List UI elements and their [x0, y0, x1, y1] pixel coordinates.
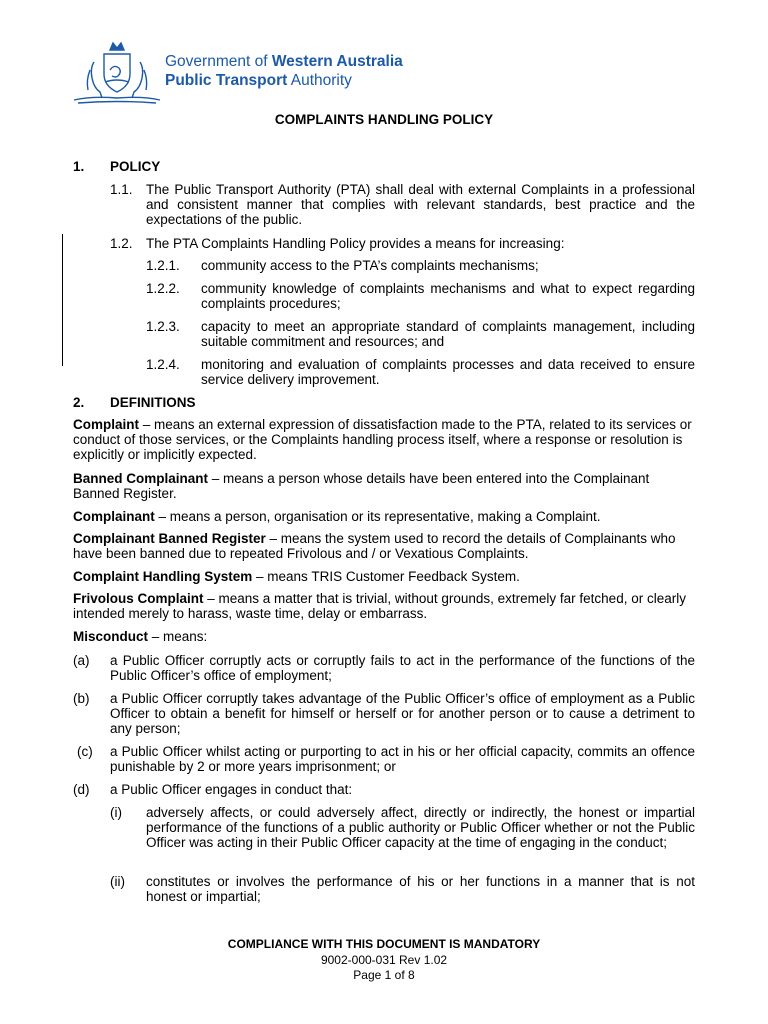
definition-term: Complaint Handling System — [73, 569, 253, 584]
revision-bar — [62, 234, 63, 366]
definition-term: Frivolous Complaint — [73, 591, 204, 606]
misconduct-text: a Public Officer corruptly takes advantage of the Public Officer’s office of employment as a Public Officer to obtain a benefit for himself or herself or for another person or to cause a detriment to any person; — [110, 691, 695, 736]
document-title: COMPLAINTS HANDLING POLICY — [274, 112, 494, 127]
footer-mandatory-notice: COMPLIANCE WITH THIS DOCUMENT IS MANDATORY — [227, 937, 541, 951]
list-item-text: monitoring and evaluation of complaints processes and data received to ensure service delivery improvement. — [201, 357, 695, 387]
clause-1-2-text: The PTA Complaints Handling Policy provides a means for increasing: — [146, 236, 565, 251]
sub-item-label: (i) — [110, 805, 122, 820]
section-1-title: POLICY — [110, 159, 161, 174]
footer-document-number: 9002-000-031 Rev 1.02 — [320, 953, 448, 967]
clause-1-2-number: 1.2. — [110, 236, 133, 251]
definition — [73, 531, 695, 561]
definition-text: – means the system used to record the details of Complainants who have been banned due to repeated Frivolous and / or Vexatious Complaints. — [73, 531, 676, 561]
definition-term: Banned Complainant — [73, 471, 209, 486]
section-2-number: 2. — [73, 395, 85, 410]
definition — [73, 591, 695, 621]
misconduct-label: (d) — [73, 782, 90, 797]
list-item-text: community access to the PTA’s complaints mechanisms; — [201, 258, 539, 273]
org-name-line1 — [165, 53, 403, 71]
sub-item-text: constitutes or involves the performance of his or her functions in a manner that is not honest or impartial; — [146, 874, 695, 904]
definition — [73, 471, 695, 501]
list-item-text: community knowledge of complaints mechanisms and what to expect regarding complaints procedures; — [201, 281, 695, 311]
list-item-number: 1.2.2. — [146, 281, 180, 296]
sub-item-text: adversely affects, or could adversely affect, directly or indirectly, the honest or impartial performance of the functions of a public authority or Public Officer whether or not the Public Officer was acting in their Public Officer capacity at the time of engaging in the conduct; — [146, 805, 695, 850]
list-item-number: 1.2.1. — [146, 258, 180, 273]
clause-1-1-number: 1.1. — [110, 182, 133, 197]
definition-text: – means an external expression of dissatisfaction made to the PTA, related to its services or conduct of those services, or the Complaints handling process itself, where a response or resolution is explicitly or implicitly expected. — [73, 417, 692, 462]
wa-government-crest-logo — [72, 40, 162, 106]
definition — [73, 629, 695, 644]
list-item-number: 1.2.4. — [146, 357, 180, 372]
section-2-title: DEFINITIONS — [110, 395, 196, 410]
org-name-line2 — [165, 72, 352, 90]
definition-text: – means: — [148, 629, 208, 644]
definition-term: Complaint — [73, 417, 139, 432]
definition-term: Misconduct — [73, 629, 149, 644]
footer-page-number: Page 1 of 8 — [353, 968, 415, 982]
misconduct-text: a Public Officer engages in conduct that: — [110, 782, 353, 797]
definition-text: – means a matter that is trivial, without grounds, extremely far fetched, or clearly intended merely to harass, waste time, delay or embarrass. — [73, 591, 686, 621]
list-item-number: 1.2.3. — [146, 319, 180, 334]
definition-text: – means TRIS Customer Feedback System. — [252, 569, 520, 584]
sub-item-label: (ii) — [110, 874, 125, 889]
definition-text: – means a person whose details have been entered into the Complainant Banned Register. — [73, 471, 650, 501]
org-line1-bold: Western Australia — [271, 53, 403, 70]
misconduct-text: a Public Officer corruptly acts or corruptly fails to act in the performance of the functions of the Public Officer’s office of employment; — [110, 653, 695, 683]
org-line2-bold: Public Transport — [165, 72, 288, 89]
misconduct-label: (c) — [77, 744, 93, 759]
list-item-text: capacity to meet an appropriate standard of complaints management, including suitable commitment and resources; and — [201, 319, 695, 349]
misconduct-text: a Public Officer whilst acting or purporting to act in his or her official capacity, commits an offence punishable by 2 or more years imprisonment; or — [110, 744, 695, 774]
definition-text: – means a person, organisation or its representative, making a Complaint. — [154, 509, 601, 524]
clause-1-1-text: The Public Transport Authority (PTA) shall deal with external Complaints in a professional and consistent manner that complies with relevant standards, best practice and the expectations of the public. — [146, 182, 695, 227]
definition-term: Complainant — [73, 509, 155, 524]
section-1-number: 1. — [73, 159, 85, 174]
definition — [73, 509, 695, 524]
misconduct-label: (a) — [73, 653, 90, 668]
definition-term: Complainant Banned Register — [73, 531, 266, 546]
misconduct-label: (b) — [73, 691, 90, 706]
definition — [73, 417, 695, 462]
org-line1-prefix: Government of — [165, 53, 272, 70]
org-line2-suffix: Authority — [287, 72, 352, 89]
definition — [73, 569, 695, 584]
